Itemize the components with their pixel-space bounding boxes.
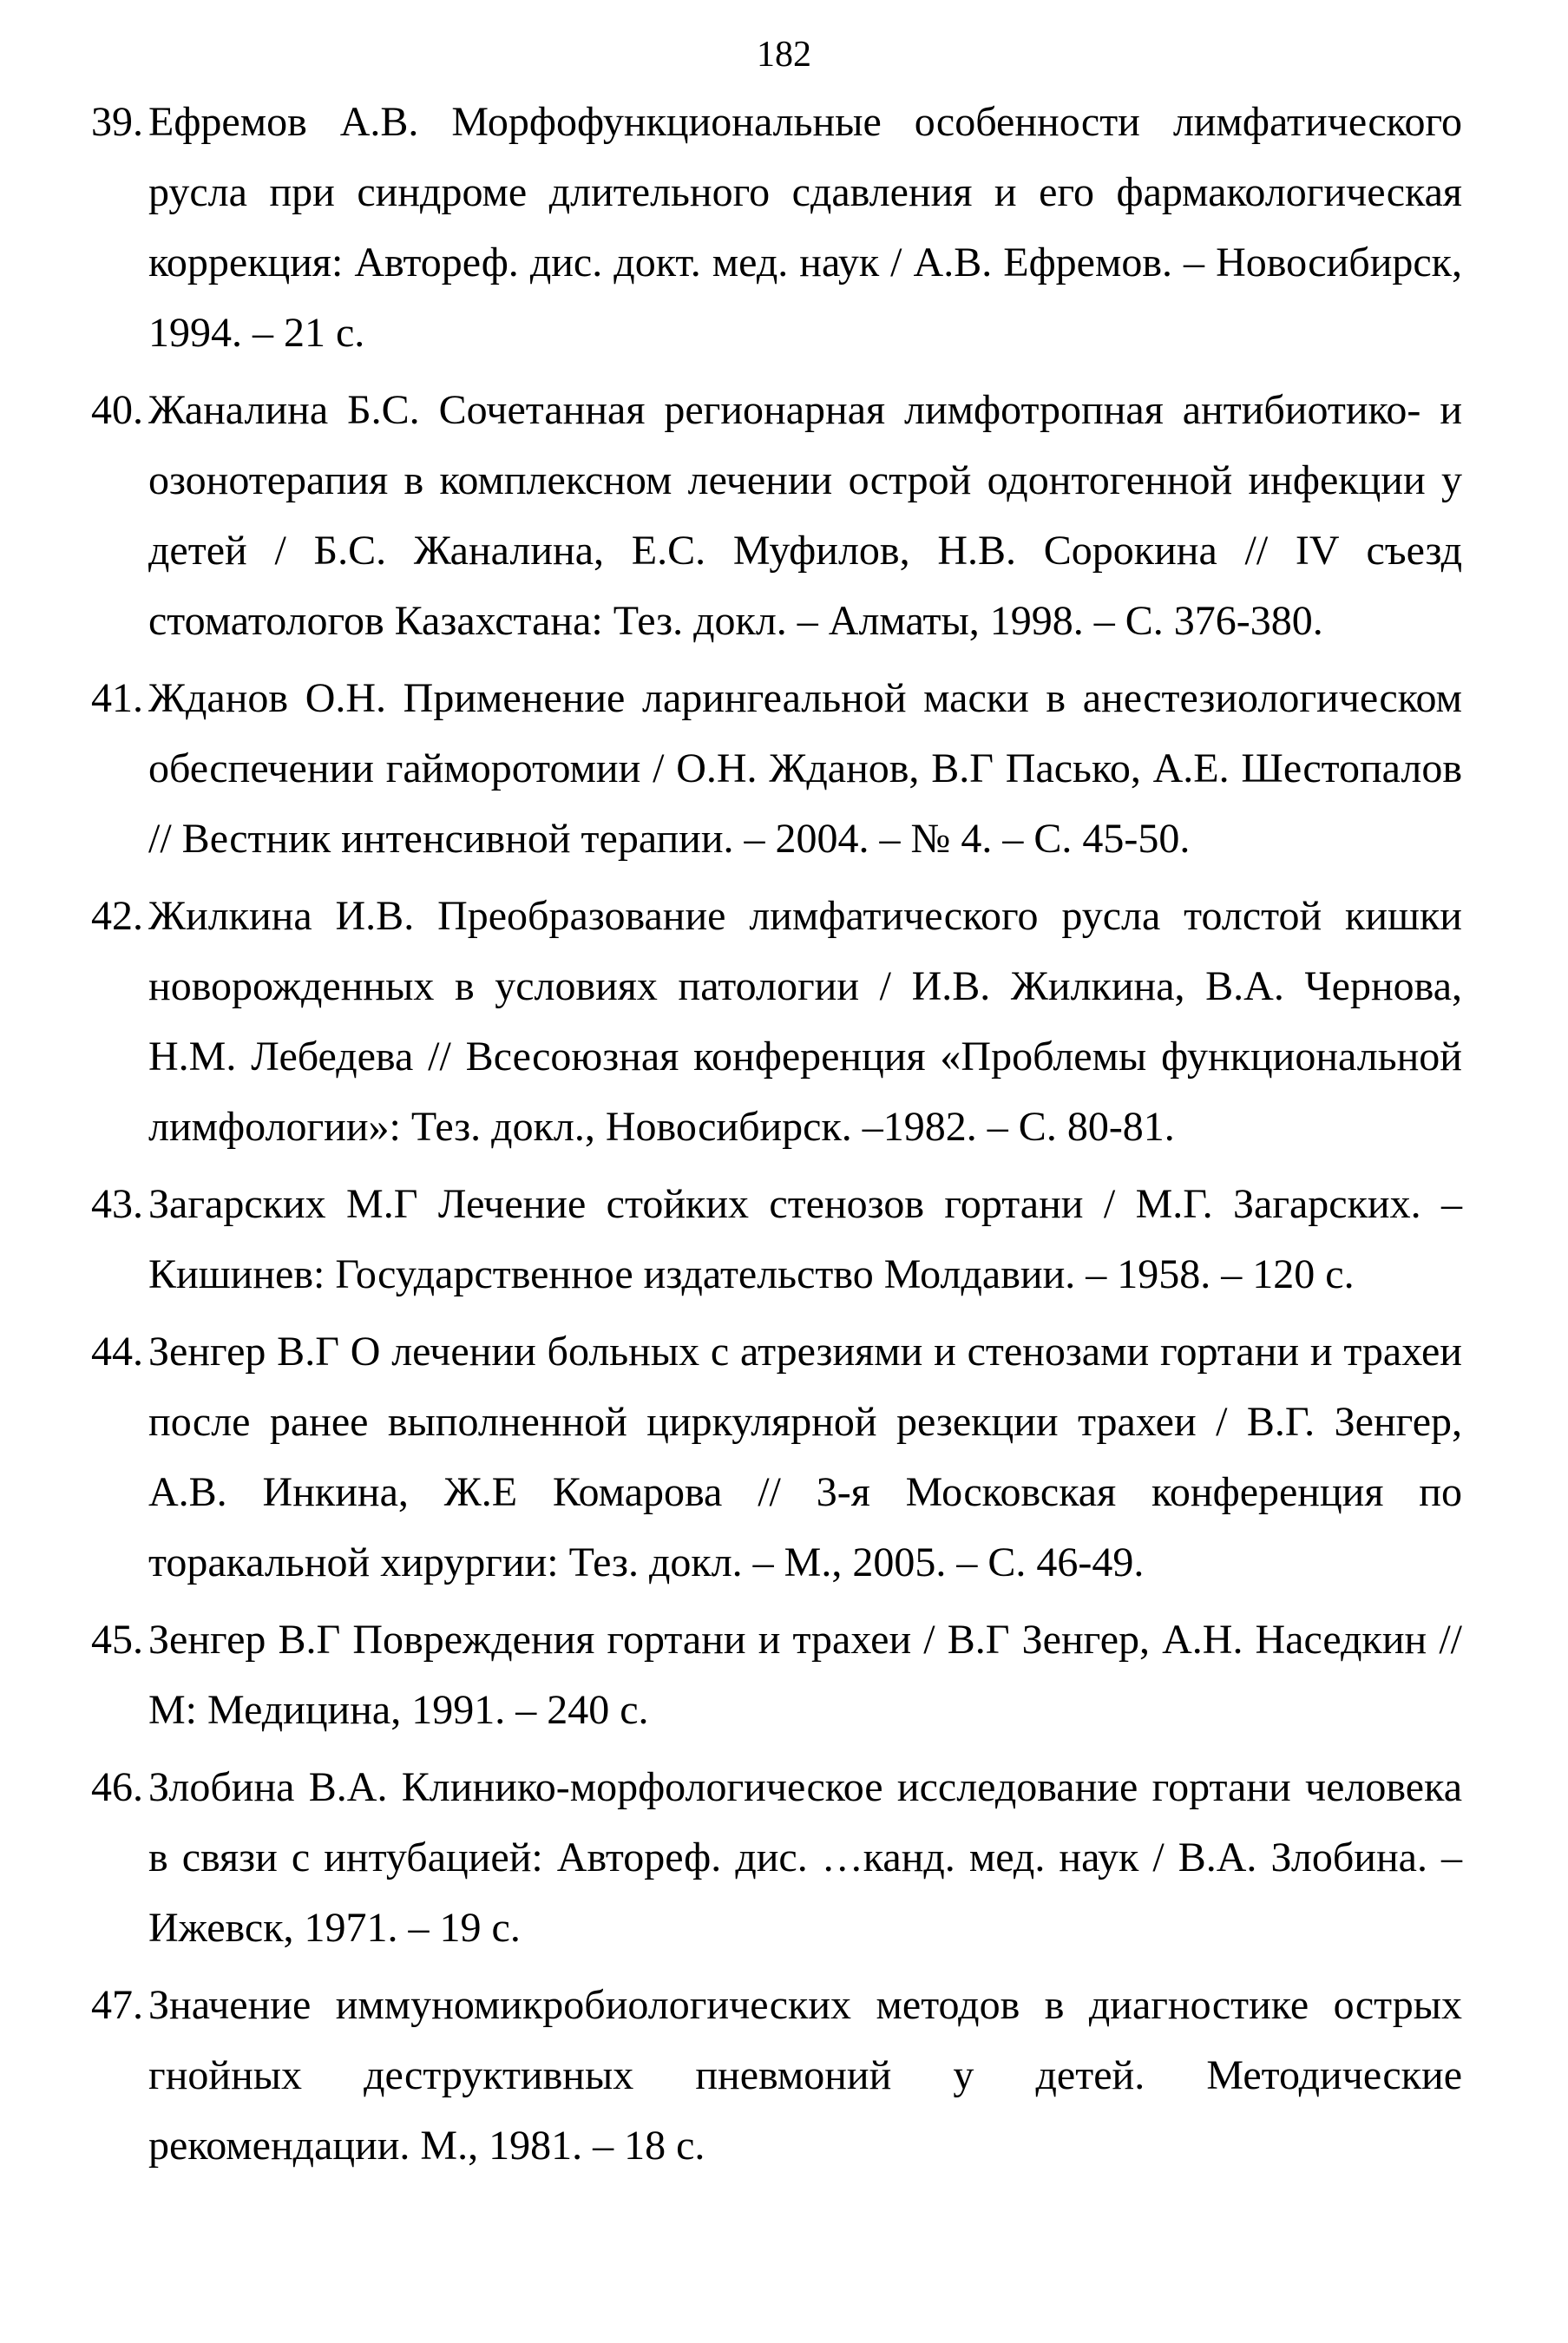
reference-item-45 <box>91 1605 1462 1745</box>
reference-item-40 <box>91 375 1462 656</box>
reference-number: 40. <box>91 387 143 433</box>
reference-text: Зенгер В.Г О лечении больных с атрезиями и стенозами гортани и трахеи после ранее выполненной циркулярной резекции трахеи / В.Г. Зенгер, А.В. Инкина, Ж.Е Комарова // 3-я Московская конференция по торакальной хирургии: Тез. докл. – М., 2005. – С. 46-49. <box>148 1329 1462 1585</box>
reference-text: Жаналина Б.С. Сочетанная регионарная лимфотропная антибиотико- и озонотерапия в комплексном лечении острой одонтогенной инфекции у детей / Б.С. Жаналина, Е.С. Муфилов, Н.В. Сорокина // IV съезд стоматологов Казахстана: Тез. докл. – Алматы, 1998. – С. 376-380. <box>148 387 1462 644</box>
reference-item-41 <box>91 663 1462 874</box>
reference-number: 46. <box>91 1764 143 1810</box>
reference-number: 47. <box>91 1982 143 2028</box>
reference-text: Жилкина И.В. Преобразование лимфатического русла толстой кишки новорожденных в условиях патологии / И.В. Жилкина, В.А. Чернова, Н.М. Лебедева // Всесоюзная конференция «Проблемы функциональной лимфологии»: Тез. докл., Новосибирск. –1982. – С. 80-81. <box>148 893 1462 1150</box>
reference-item-39 <box>91 87 1462 368</box>
reference-item-42 <box>91 881 1462 1162</box>
reference-item-46 <box>91 1752 1462 1963</box>
reference-text: Ефремов А.В. Морфофункциональные особенности лимфатического русла при синдроме длительного сдавления и его фармакологическая коррекция: Автореф. дис. докт. мед. наук / А.В. Ефремов. – Новосибирск, 1994. – 21 с. <box>148 99 1462 356</box>
reference-number: 43. <box>91 1181 143 1227</box>
reference-number: 39. <box>91 99 143 145</box>
reference-text: Загарских М.Г Лечение стойких стенозов гортани / М.Г. Загарских. – Кишинев: Государственное издательство Молдавии. – 1958. – 120 с. <box>148 1181 1462 1297</box>
reference-item-43 <box>91 1169 1462 1309</box>
reference-item-44 <box>91 1316 1462 1598</box>
reference-text: Злобина В.А. Клинико-морфологическое исследование гортани человека в связи с интубацией: Автореф. дис. …канд. мед. наук / В.А. Злобина. – Ижевск, 1971. – 19 с. <box>148 1764 1462 1951</box>
reference-number: 42. <box>91 893 143 939</box>
reference-text: Зенгер В.Г Повреждения гортани и трахеи / В.Г Зенгер, А.Н. Наседкин // М: Медицина, 1991. – 240 с. <box>148 1617 1462 1733</box>
reference-text: Жданов О.Н. Применение ларингеальной маски в анестезиологическом обеспечении гайморотомии / О.Н. Жданов, В.Г Пасько, А.Е. Шестопалов // Вестник интенсивной терапии. – 2004. – № 4. – С. 45-50. <box>148 675 1462 862</box>
reference-number: 45. <box>91 1617 143 1663</box>
reference-item-47 <box>91 1970 1462 2181</box>
reference-list <box>91 87 1462 2188</box>
page-number: 182 <box>757 35 811 75</box>
reference-number: 41. <box>91 675 143 721</box>
reference-text: Значение иммуномикробиологических методов в диагностике острых гнойных деструктивных пневмоний у детей. Методические рекомендации. М., 1981. – 18 с. <box>148 1982 1462 2169</box>
reference-number: 44. <box>91 1329 143 1375</box>
